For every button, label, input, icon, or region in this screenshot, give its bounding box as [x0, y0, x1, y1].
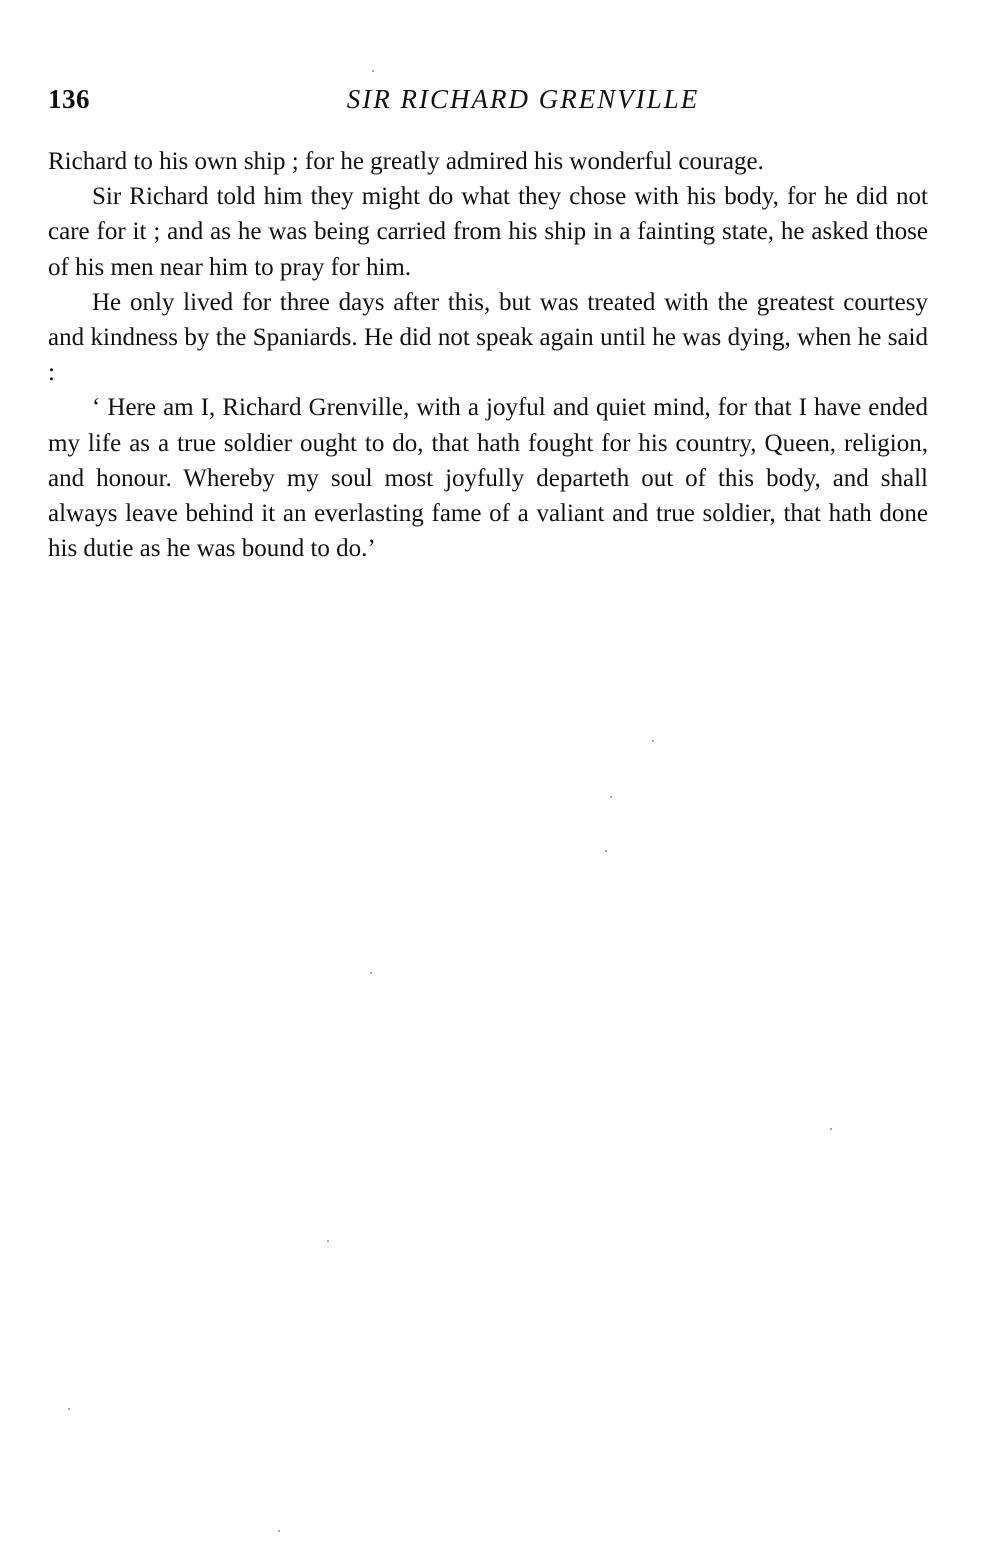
paragraph: He only lived for three days after this, but was treated with the greatest courtesy and kindness by the Spaniards. He did not speak again until he was dying, when he said : [48, 288, 928, 387]
scan-speck [278, 1530, 280, 1532]
scan-speck [610, 796, 612, 798]
paragraph: Sir Richard told him they might do what they chose with his body, for he did not care for it ; and as he was being carried from his ship in a fainting state, he asked those of his men near him to pray for him. [48, 183, 928, 281]
scan-speck [68, 1408, 70, 1410]
scan-speck [652, 740, 654, 742]
scan-speck [830, 1128, 832, 1130]
running-header [48, 84, 928, 120]
scan-speck [370, 972, 372, 974]
scan-speck [605, 850, 607, 852]
scan-speck [327, 1240, 329, 1242]
page-number: 136 [48, 84, 90, 114]
running-title: SIR RICHARD GRENVILLE [346, 84, 700, 114]
body-text [48, 144, 928, 566]
scan-speck [372, 70, 374, 72]
paragraph-quotation: ‘ Here am I, Richard Grenville, with a joyful and quiet mind, for that I have ended my life as a true soldier ought to do, that hath fought for his country, Queen, religion, and honour. Whereby my soul most joyfully departeth out of this body, and shall always leave behind it an everlasting fame of a valiant and true soldier, that hath done his dutie as he was bound to do.’ [48, 394, 928, 563]
paragraph-continuation: Richard to his own ship ; for he greatly admired his wonderful courage. [48, 148, 764, 175]
